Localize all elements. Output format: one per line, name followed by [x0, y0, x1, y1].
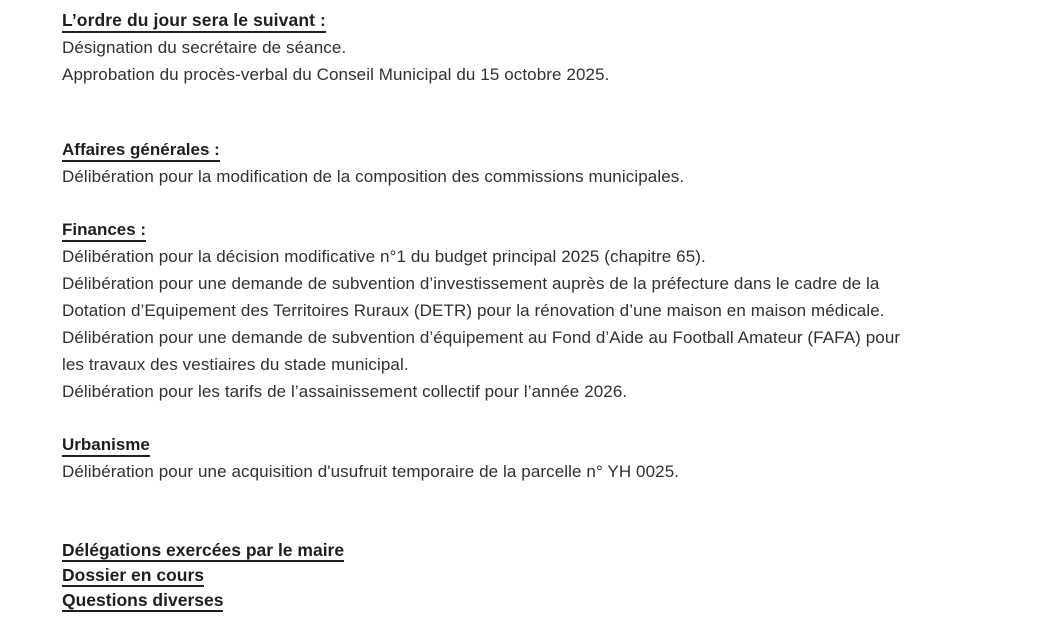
- section-heading: [62, 431, 997, 458]
- agenda-line: Approbation du procès-verbal du Conseil Municipal du 15 octobre 2025.: [62, 65, 610, 84]
- agenda-line: Délibération pour une acquisition d'usufruit temporaire de la parcelle n° YH 0025.: [62, 462, 680, 481]
- section-heading-text: Dossier en cours: [62, 565, 204, 585]
- agenda-line: Désignation du secrétaire de séance.: [62, 38, 347, 57]
- agenda-line: Dotation d’Equipement des Territoires Ruraux (DETR) pour la rénovation d’une maison en maison médicale.: [62, 301, 885, 320]
- section-heading-text: L’ordre du jour sera le suivant :: [62, 10, 326, 33]
- section-heading-text: Questions diverses: [62, 590, 224, 610]
- agenda-line: Délibération pour une demande de subvention d’équipement au Fond d’Aide au Football Amateur (FAFA) pour: [62, 328, 901, 347]
- section-heading: [62, 136, 997, 163]
- section-ordre-du-jour: [62, 7, 997, 88]
- section-finances: [62, 216, 997, 405]
- agenda-line: Délibération pour une demande de subvention d’investissement auprès de la préfecture dans le cadre de la: [62, 274, 880, 293]
- agenda-line: Délibération pour les tarifs de l’assainissement collectif pour l’année 2026.: [62, 382, 628, 401]
- agenda-line: Délibération pour la décision modificative n°1 du budget principal 2025 (chapitre 65).: [62, 247, 706, 266]
- section-heading-text: Finances :: [62, 219, 146, 242]
- section-heading: [62, 563, 997, 588]
- section-heading-text: Urbanisme: [62, 434, 150, 457]
- agenda-line: Délibération pour la modification de la composition des commissions municipales.: [62, 167, 685, 186]
- section-heading: [62, 538, 997, 563]
- section-urbanisme: [62, 431, 997, 485]
- section-footer-headings: [62, 538, 997, 613]
- section-heading: [62, 7, 997, 34]
- section-heading: [62, 588, 997, 613]
- section-heading-text: Affaires générales :: [62, 139, 220, 162]
- section-heading: [62, 216, 997, 243]
- agenda-line: les travaux des vestiaires du stade municipal.: [62, 355, 409, 374]
- section-affaires-generales: [62, 136, 997, 190]
- section-heading-text: Délégations exercées par le maire: [62, 540, 345, 560]
